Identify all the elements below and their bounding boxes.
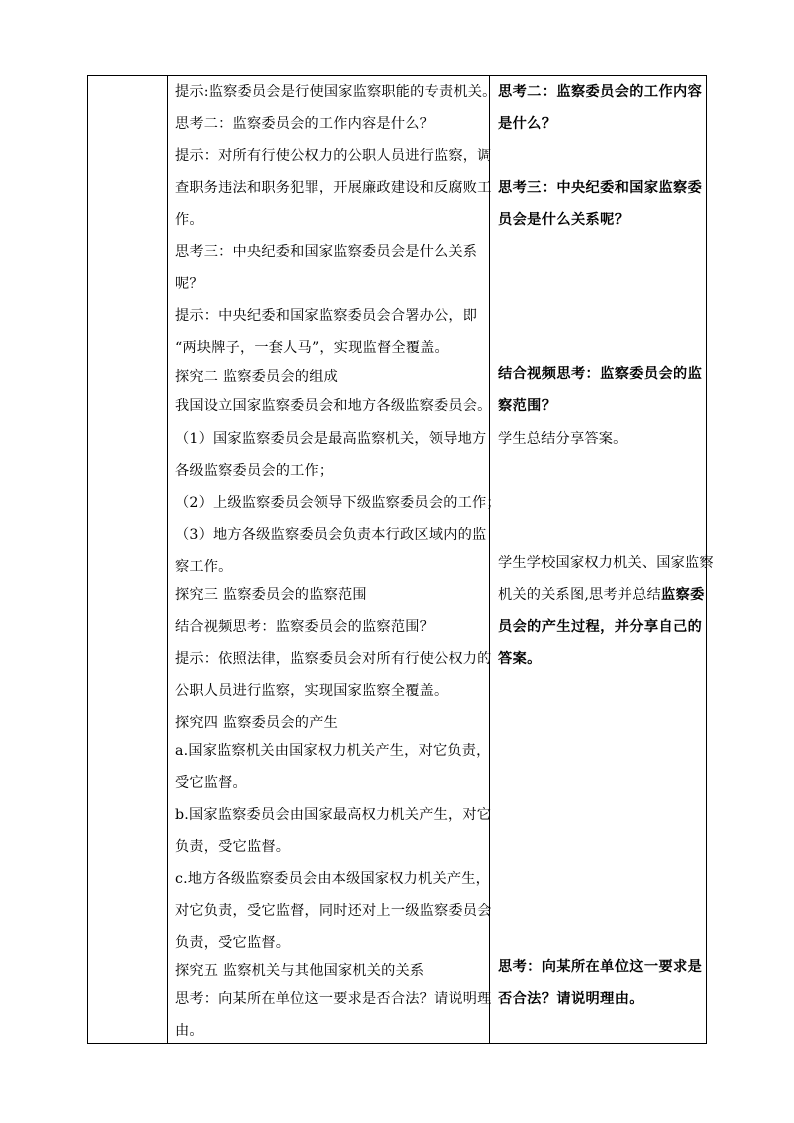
bold-span: 监察委 bbox=[660, 587, 705, 603]
section-heading: 探究四 监察委员会的产生 bbox=[175, 715, 338, 731]
text-line: 思考三：中央纪委和国家监察委员会是什么关系 bbox=[175, 244, 478, 260]
text-line: 作。 bbox=[175, 212, 204, 228]
text-line: 负责，受它监督。 bbox=[175, 935, 291, 951]
text-line: 思考：向某所在单位这一要求是否合法？请说明理 bbox=[175, 991, 492, 1007]
section-heading: 探究五 监察机关与其他国家机关的关系 bbox=[175, 963, 425, 979]
text-line: 负责，受它监督。 bbox=[175, 839, 291, 855]
text-line bbox=[498, 585, 705, 605]
prompt-line: 答案。 bbox=[498, 651, 542, 667]
prompt-line: 否合法？请说明理由。 bbox=[498, 991, 644, 1007]
text-line: （1）国家监察委员会是最高监察机关，领导地方 bbox=[175, 431, 487, 447]
text-line: 受它监督。 bbox=[175, 775, 247, 791]
prompt-line: 思考：向某所在单位这一要求是 bbox=[498, 959, 703, 975]
section-heading: 探究二 监察委员会的组成 bbox=[175, 369, 338, 385]
text-line: 呢？ bbox=[175, 276, 204, 292]
text-line: 提示：对所有行使公权力的公职人员进行监察，调 bbox=[175, 148, 492, 164]
text-line: b.国家监察委员会由国家最高权力机关产生，对它 bbox=[175, 807, 492, 823]
middle-column-cell bbox=[168, 76, 501, 1043]
text-line: 察工作。 bbox=[175, 559, 233, 575]
section-heading: 探究三 监察委员会的监察范围 bbox=[175, 587, 367, 603]
lesson-plan-table bbox=[87, 75, 714, 1044]
text-line: 查职务违法和职务犯罪，开展廉政建设和反腐败工 bbox=[175, 180, 492, 196]
prompt-line: 员会的产生过程，并分享自己的 bbox=[498, 619, 703, 635]
text-line: 提示:监察委员会是行使国家监察职能的专责机关。 bbox=[175, 84, 497, 100]
text-line: 由。 bbox=[175, 1023, 204, 1039]
text-line: 对它负责，受它监督，同时还对上一级监察委员会 bbox=[175, 903, 492, 919]
prompt-line: 察范围？ bbox=[498, 398, 557, 414]
text-line: 各级监察委员会的工作； bbox=[175, 463, 334, 479]
text-line: “两块牌子，一套人马”，实现监督全覆盖。 bbox=[175, 340, 449, 356]
text-line: 提示：依照法律，监察委员会对所有行使公权力的 bbox=[175, 651, 492, 667]
prompt-line: 是什么？ bbox=[498, 116, 557, 132]
prompt-line: 结合视频思考：监察委员会的监 bbox=[498, 366, 703, 382]
right-column-cell bbox=[490, 76, 714, 1043]
prompt-line: 思考二：监察委员会的工作内容 bbox=[498, 84, 703, 100]
text-line: 公职人员进行监察，实现国家监察全覆盖。 bbox=[175, 683, 449, 699]
text-line: 学生学校国家权力机关、国家监察 bbox=[498, 555, 714, 571]
text-line: （3）地方各级监察委员会负责本行政区域内的监 bbox=[175, 527, 487, 543]
prompt-line: 员会是什么关系呢？ bbox=[498, 212, 630, 228]
text-line: （2）上级监察委员会领导下级监察委员会的工作； bbox=[175, 495, 501, 511]
text-line: 结合视频思考：监察委员会的监察范围？ bbox=[175, 619, 434, 635]
left-column-cell bbox=[88, 76, 167, 1043]
text-line: 学生总结分享答案。 bbox=[498, 431, 628, 447]
text-line: 我国设立国家监察委员会和地方各级监察委员会。 bbox=[175, 398, 492, 414]
text-line: c.地方各级监察委员会由本级国家权力机关产生， bbox=[175, 871, 490, 887]
text-line: 思考二：监察委员会的工作内容是什么？ bbox=[175, 116, 434, 132]
text-line: 提示：中央纪委和国家监察委员会合署办公，即 bbox=[175, 308, 478, 324]
prompt-line: 思考三：中央纪委和国家监察委 bbox=[498, 180, 703, 196]
text-span: 机关的关系图,思考并总结 bbox=[498, 587, 661, 603]
text-line: a.国家监察机关由国家权力机关产生，对它负责， bbox=[175, 743, 491, 759]
